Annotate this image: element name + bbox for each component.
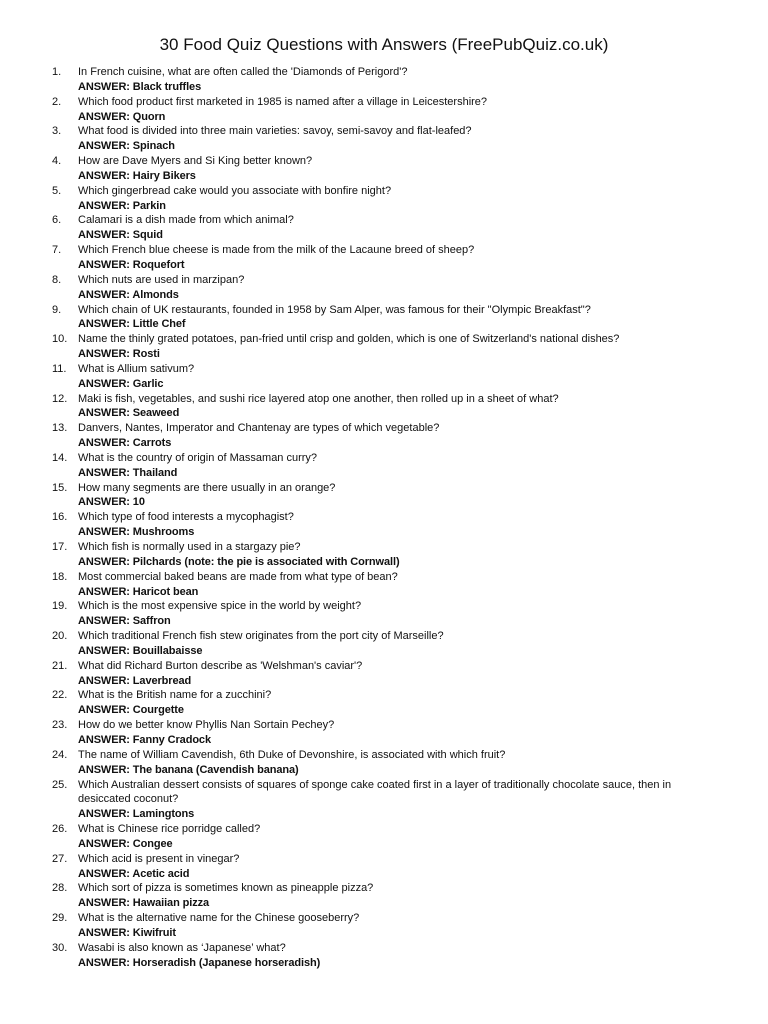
question-number: 1. [52, 66, 62, 78]
question-text: What did Richard Burton describe as 'Welshman's caviar'? [78, 659, 363, 672]
question-number: 14. [52, 451, 68, 464]
question-number: 27. [52, 852, 68, 865]
answer-text: ANSWER: Thailand [78, 466, 178, 479]
question-item [52, 911, 714, 941]
question-text: Which chain of UK restaurants, founded in 1958 by Sam Alper, was famous for their "Olympic Breakfast"? [78, 303, 591, 316]
answer-text: ANSWER: Haricot bean [78, 585, 199, 598]
question-number: 23. [52, 719, 68, 732]
question-number: 12. [52, 392, 68, 405]
question-number: 25. [52, 778, 68, 791]
question-item [52, 421, 714, 451]
question-number: 18. [52, 570, 68, 583]
question-item [52, 852, 714, 882]
question-text: Maki is fish, vegetables, and sushi rice layered atop one another, then rolled up in a sheet of what? [78, 392, 559, 405]
answer-text: ANSWER: Acetic acid [78, 867, 190, 880]
question-text: Which fish is normally used in a stargazy pie? [78, 541, 301, 553]
question-item [52, 332, 714, 362]
answer-text: ANSWER: Little Chef [78, 318, 186, 331]
question-number: 4. [52, 155, 62, 168]
question-number: 16. [52, 511, 68, 524]
answer-text: ANSWER: Laverbread [78, 674, 192, 687]
question-text: Which type of food interests a mycophagist? [78, 511, 294, 524]
question-item [52, 451, 714, 481]
answer-text: ANSWER: Parkin [78, 199, 166, 212]
question-text: Wasabi is also known as ‘Japanese’ what? [78, 941, 286, 954]
question-text: What is the British name for a zucchini? [78, 689, 272, 702]
question-item [52, 243, 714, 273]
answer-text: ANSWER: Kiwifruit [78, 926, 176, 939]
answer-text: ANSWER: Mushrooms [78, 526, 195, 539]
answer-text: ANSWER: 10 [78, 496, 145, 509]
question-text: Which is the most expensive spice in the world by weight? [78, 600, 362, 613]
question-number: 17. [52, 541, 68, 553]
answer-text: ANSWER: Hawaiian pizza [78, 897, 210, 910]
question-item [52, 213, 714, 243]
answer-text: ANSWER: Congee [78, 837, 173, 850]
question-item [52, 95, 714, 125]
answer-text: ANSWER: Quorn [78, 110, 166, 123]
question-text: Which food product first marketed in 1985 is named after a village in Leicestershire? [78, 95, 488, 108]
answer-text: ANSWER: Courgette [78, 704, 184, 717]
answer-text: ANSWER: Fanny Cradock [78, 733, 211, 746]
question-item [52, 718, 714, 748]
question-text: Which acid is present in vinegar? [78, 852, 240, 865]
question-item [52, 392, 714, 422]
answer-text: ANSWER: Spinach [78, 140, 175, 153]
answer-text: ANSWER: Roquefort [78, 258, 185, 271]
answer-text: ANSWER: Squid [78, 229, 163, 242]
question-item [52, 540, 714, 570]
answer-text: ANSWER: Almonds [78, 288, 179, 301]
question-text: Which gingerbread cake would you associate with bonfire night? [78, 184, 392, 197]
question-number: 29. [52, 912, 68, 925]
question-text: In French cuisine, what are often called the 'Diamonds of Perigord'? [78, 66, 408, 78]
question-text: Which traditional French fish stew originates from the port city of Marseille? [78, 630, 444, 643]
question-number: 9. [52, 303, 62, 316]
question-text: How many segments are there usually in an orange? [78, 481, 336, 494]
answer-text: ANSWER: Pilchards (note: the pie is associated with Cornwall) [78, 555, 400, 568]
question-number: 15. [52, 481, 68, 494]
question-number: 22. [52, 689, 68, 702]
question-number: 24. [52, 748, 68, 761]
question-number: 5. [52, 184, 62, 197]
question-number: 19. [52, 600, 68, 613]
question-text: What is the country of origin of Massaman curry? [78, 451, 318, 464]
question-text: Danvers, Nantes, Imperator and Chantenay are types of which vegetable? [78, 422, 440, 435]
question-text: Name the thinly grated potatoes, pan-fried until crisp and golden, which is one of Switzerland's national dishes? [78, 333, 620, 346]
question-number: 6. [52, 214, 62, 227]
question-item [52, 881, 714, 911]
question-text: Which sort of pizza is sometimes known as pineapple pizza? [78, 882, 374, 895]
question-item [52, 184, 714, 214]
question-item [52, 748, 714, 778]
answer-text: ANSWER: Carrots [78, 437, 172, 450]
question-item [52, 273, 714, 303]
question-text: How are Dave Myers and Si King better known? [78, 155, 313, 168]
question-item [52, 629, 714, 659]
question-list [52, 65, 714, 970]
question-item [52, 778, 714, 823]
question-number: 26. [52, 823, 68, 836]
question-number: 30. [52, 941, 68, 954]
answer-text: ANSWER: Bouillabaisse [78, 644, 203, 657]
question-text: Which Australian dessert consists of squares of sponge cake coated first in a layer of traditionally chocolate sauce, then in desiccated coconut? [78, 778, 672, 806]
question-item [52, 941, 714, 971]
answer-text: ANSWER: Black truffles [78, 80, 202, 93]
question-item [52, 688, 714, 718]
question-text: What is Chinese rice porridge called? [78, 823, 261, 836]
question-item [52, 154, 714, 184]
question-number: 3. [52, 125, 62, 138]
question-number: 21. [52, 659, 68, 672]
answer-text: ANSWER: The banana (Cavendish banana) [78, 763, 299, 776]
question-text: Calamari is a dish made from which animal? [78, 214, 294, 227]
question-text: Most commercial baked beans are made from what type of bean? [78, 570, 398, 583]
question-number: 13. [52, 422, 68, 435]
question-number: 2. [52, 95, 62, 108]
question-number: 11. [52, 362, 67, 375]
question-item [52, 659, 714, 689]
answer-text: ANSWER: Lamingtons [78, 808, 195, 821]
question-text: Which nuts are used in marzipan? [78, 273, 245, 286]
question-text: Which French blue cheese is made from the milk of the Lacaune breed of sheep? [78, 244, 475, 257]
question-item [52, 570, 714, 600]
answer-text: ANSWER: Horseradish (Japanese horseradish) [78, 956, 321, 969]
question-text: What is the alternative name for the Chinese gooseberry? [78, 912, 360, 925]
answer-text: ANSWER: Hairy Bikers [78, 169, 196, 182]
document-title: 30 Food Quiz Questions with Answers (FreePubQuiz.co.uk) [159, 35, 609, 54]
question-item [52, 510, 714, 540]
question-text: The name of William Cavendish, 6th Duke of Devonshire, is associated with which fruit? [78, 748, 506, 761]
question-number: 8. [52, 273, 62, 286]
answer-text: ANSWER: Garlic [78, 377, 164, 390]
question-item [52, 362, 714, 392]
question-text: What food is divided into three main varieties: savoy, semi-savoy and flat-leafed? [78, 125, 472, 138]
question-text: What is Allium sativum? [78, 362, 195, 375]
question-item [52, 124, 714, 154]
question-item [52, 481, 714, 511]
answer-text: ANSWER: Rosti [78, 348, 160, 361]
answer-text: ANSWER: Seaweed [78, 407, 180, 420]
question-number: 28. [52, 882, 68, 895]
question-item [52, 65, 714, 95]
question-text: How do we better know Phyllis Nan Sortain Pechey? [78, 719, 335, 732]
question-number: 7. [52, 244, 62, 257]
answer-text: ANSWER: Saffron [78, 615, 171, 628]
question-item [52, 599, 714, 629]
question-item [52, 822, 714, 852]
question-number: 10. [52, 333, 68, 346]
question-number: 20. [52, 630, 68, 643]
question-item [52, 303, 714, 333]
